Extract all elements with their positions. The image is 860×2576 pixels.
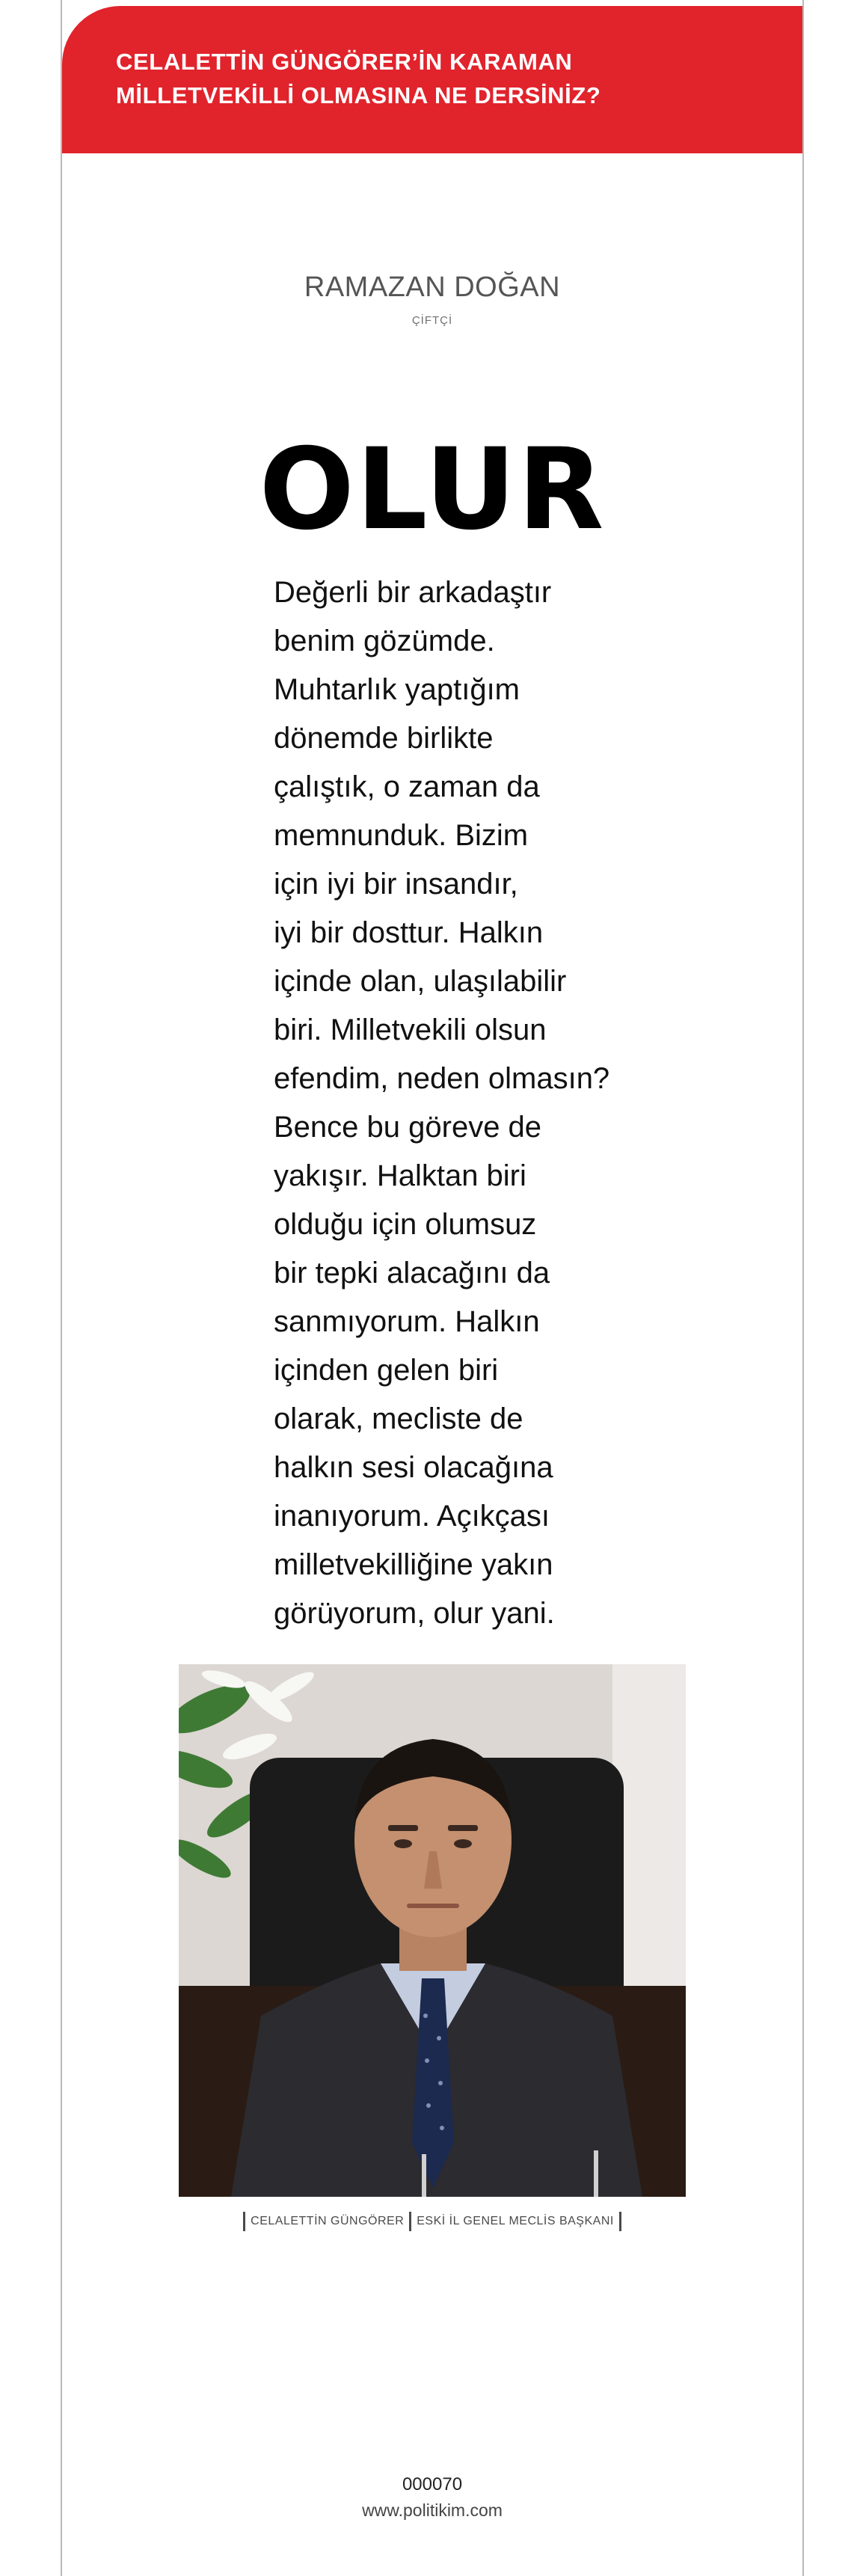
body-line: Muhtarlık yaptığım [274, 673, 520, 706]
page-number: 000070 [402, 2474, 463, 2494]
body-line: için iyi bir insandır, [274, 868, 518, 901]
caption-divider [409, 2212, 411, 2231]
caption-name: CELALETTİN GÜNGÖRER [251, 2215, 405, 2227]
question-header [62, 6, 802, 153]
magazine-page [61, 0, 804, 2576]
website-link: www.politikim.com [362, 2500, 503, 2520]
body-line: halkın sesi olacağına [274, 1451, 553, 1484]
caption-divider [243, 2212, 245, 2231]
body-line: memnunduk. Bizim [274, 819, 529, 852]
body-line: içinde olan, ulaşılabilir [274, 965, 567, 998]
author-role: ÇİFTÇİ [411, 314, 453, 327]
author-name: RAMAZAN DOĞAN [304, 272, 561, 303]
body-line: bir tepki alacağını da [274, 1257, 550, 1289]
body-line: dönemde birlikte [274, 722, 494, 755]
photo-caption [62, 2211, 802, 2232]
body-line: biri. Milletvekili olsun [274, 1013, 547, 1046]
answer-headline: OLUR [259, 425, 606, 555]
body-line: içinden gelen biri [274, 1354, 499, 1387]
body-line: Bence bu göreve de [274, 1111, 542, 1144]
body-line: inanıyorum. Açıkçası [274, 1500, 550, 1533]
person-portrait-photo [179, 1664, 686, 2197]
body-line: çalıştık, o zaman da [274, 770, 540, 803]
body-line: iyi bir dosttur. Halkın [274, 916, 544, 949]
body-paragraph [274, 568, 663, 1638]
caption-title: ESKİ İL GENEL MECLİS BAŞKANI [417, 2215, 614, 2227]
header-line-1: CELALETTİN GÜNGÖRER’İN KARAMAN [116, 49, 573, 75]
body-line: görüyorum, olur yani. [274, 1597, 555, 1630]
body-line: Değerli bir arkadaştır [274, 576, 552, 609]
body-line: olduğu için olumsuz [274, 1208, 537, 1241]
body-line: yakışır. Halktan biri [274, 1159, 526, 1192]
caption-divider [619, 2212, 621, 2231]
body-line: sanmıyorum. Halkın [274, 1305, 540, 1338]
body-line: efendim, neden olmasın? [274, 1062, 610, 1095]
body-line: milletvekilliğine yakın [274, 1548, 553, 1581]
body-line: olarak, mecliste de [274, 1402, 523, 1435]
header-line-2: MİLLETVEKİLLİ OLMASINA NE DERSİNİZ? [116, 82, 601, 108]
body-line: benim gözümde. [274, 625, 495, 657]
